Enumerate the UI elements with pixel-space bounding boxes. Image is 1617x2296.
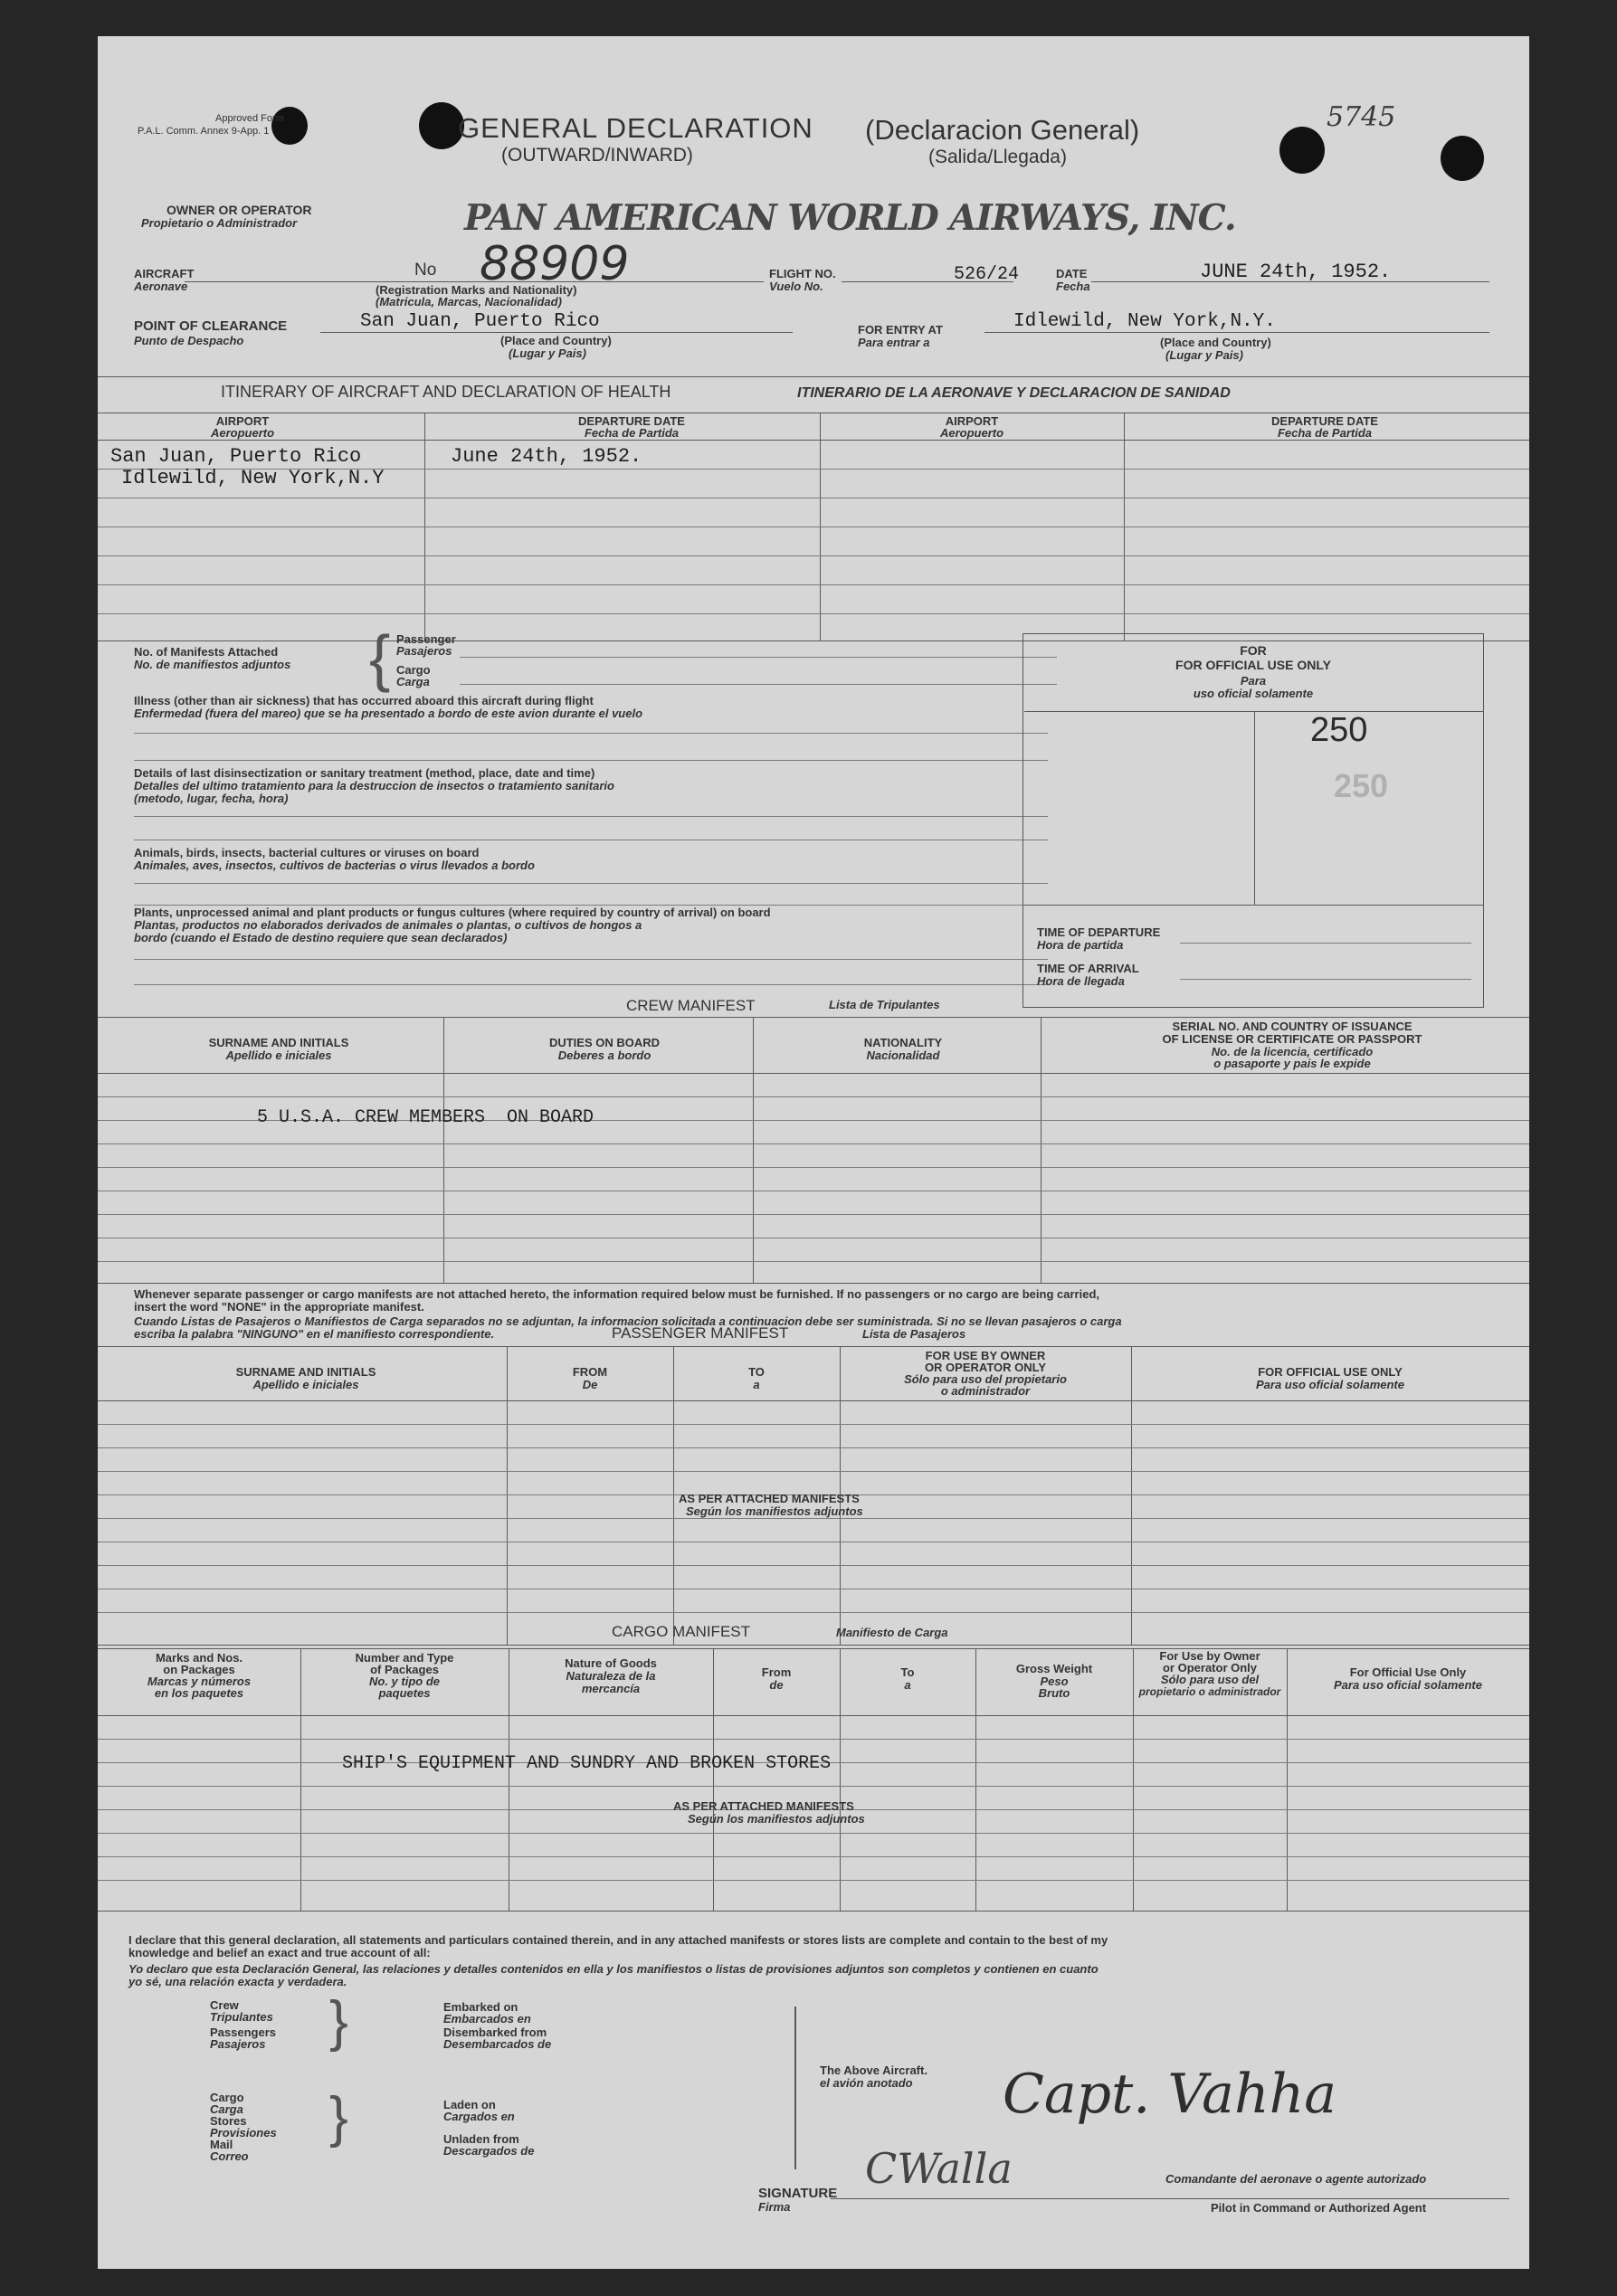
crew-title-es: Lista de Tripulantes xyxy=(829,998,940,1011)
captain-signature: Capt. Vahha xyxy=(1003,2063,1336,2126)
animals-text-es: Animales, aves, insectos, cultivos de bacterias o virus llevados a bordo xyxy=(134,859,535,872)
cargo-col: From xyxy=(761,1665,792,1679)
official-use-title-es: uso oficial solamente xyxy=(1193,687,1314,700)
flight-date: JUNE 24th, 1952. xyxy=(1200,261,1392,283)
initials-signature: CWalla xyxy=(865,2144,1013,2193)
passenger-col-owner: OR OPERATOR ONLY xyxy=(924,1361,1047,1374)
itinerary-title-es: ITINERARIO DE LA AERONAVE Y DECLARACION DE SANIDAD xyxy=(797,385,1231,401)
passenger-col-owner-es: Sólo para uso del propietario xyxy=(904,1372,1067,1386)
passengers-count-label: Passengers xyxy=(210,2026,276,2039)
cargo-count-label-es: Carga xyxy=(210,2102,243,2116)
itinerary-col-departure: DEPARTURE DATE xyxy=(578,414,685,428)
flight-number: 526/24 xyxy=(954,264,1020,285)
brace-glyph: { xyxy=(369,622,391,693)
passenger-col-surname-es: Apellido e iniciales xyxy=(252,1378,359,1391)
itinerary-col-departure: DEPARTURE DATE xyxy=(1271,414,1378,428)
arrival-time-label-es: Hora de llegada xyxy=(1037,974,1125,988)
crew-col-nationality-es: Nacionalidad xyxy=(866,1048,940,1062)
official-use-title-es: Para xyxy=(1240,674,1267,688)
passenger-col-owner-es: o administrador xyxy=(940,1384,1031,1398)
cargo-attached-note: AS PER ATTACHED MANIFESTS xyxy=(673,1799,854,1813)
cargo-attached-note-es: Según los manifiestos adjuntos xyxy=(688,1812,865,1826)
cargo-col-es: Peso xyxy=(1040,1675,1069,1688)
crew-col-nationality: NATIONALITY xyxy=(863,1036,943,1049)
passenger-col-from-es: De xyxy=(582,1378,598,1391)
cargo-col-es: de xyxy=(769,1678,784,1692)
official-use-title: FOR OFFICIAL USE ONLY xyxy=(1175,658,1331,672)
crew-count-label: Crew xyxy=(210,1998,239,2012)
itinerary-col-airport: AIRPORT xyxy=(945,414,999,428)
place-note-es: (Lugar y Pais) xyxy=(509,346,586,360)
stores-count-label: Stores xyxy=(210,2114,247,2128)
form-title-es: (Declaracion General) xyxy=(865,114,1140,146)
crew-col-serial-es: No. de la licencia, certificado xyxy=(1211,1045,1374,1058)
corner-note: 5745 xyxy=(1327,101,1396,133)
cargo-col: on Packages xyxy=(163,1663,235,1676)
aircraft-note-es: el avión anotado xyxy=(820,2076,913,2090)
itinerary-col-airport-es: Aeropuerto xyxy=(939,426,1004,440)
flight-no-label-es: Vuelo No. xyxy=(769,280,823,293)
animals-text: Animals, birds, insects, bacterial cultures or viruses on board xyxy=(134,846,480,859)
declaration-text: I declare that this general declaration, all statements and particulars contained therein, and in any attached manifests or stores lists are complete and contain to the best of my xyxy=(128,1933,1108,1947)
passenger-col-surname: SURNAME AND INITIALS xyxy=(235,1365,376,1379)
unladen-label-es: Descargados de xyxy=(443,2144,535,2158)
official-number: 250 xyxy=(1310,711,1368,749)
departure-time-label-es: Hora de partida xyxy=(1037,938,1124,952)
itinerary-col-departure-es: Fecha de Partida xyxy=(1277,426,1373,440)
cargo-col-es: Marcas y números xyxy=(147,1675,252,1688)
brace-glyph: } xyxy=(329,1990,348,2053)
embarked-label: Embarked on xyxy=(443,2000,518,2014)
cargo-col: For Use by Owner xyxy=(1159,1649,1260,1663)
cargo-col-es: Bruto xyxy=(1038,1686,1070,1700)
entry-note-es: (Lugar y Pais) xyxy=(1165,348,1243,362)
declaration-form xyxy=(98,36,1529,2269)
illness-text-es: Enfermedad (fuera del mareo) que se ha presentado a bordo de este avion durante el vuelo xyxy=(134,707,643,720)
disinsect-text-es: (metodo, lugar, fecha, hora) xyxy=(134,792,289,805)
entry-label: FOR ENTRY AT xyxy=(858,323,943,337)
itinerary-title: ITINERARY OF AIRCRAFT AND DECLARATION OF HEALTH xyxy=(221,383,671,401)
clearance-label: POINT OF CLEARANCE xyxy=(134,318,288,334)
notice-text: insert the word "NONE" in the appropriate manifest. xyxy=(134,1300,424,1314)
cargo-col-es: Naturaleza de la xyxy=(566,1669,656,1683)
disembarked-label: Disembarked from xyxy=(443,2026,547,2039)
passenger-attached-note-es: Según los manifiestos adjuntos xyxy=(686,1504,863,1518)
stores-count-label-es: Provisiones xyxy=(210,2126,277,2139)
flight-no-label: FLIGHT NO. xyxy=(769,267,836,280)
cargo-col-es: propietario o administrador xyxy=(1138,1685,1281,1698)
registration-note: (Registration Marks and Nationality) xyxy=(376,283,577,297)
crew-col-duties-es: Deberes a bordo xyxy=(557,1048,652,1062)
passenger-label-es: Pasajeros xyxy=(396,644,452,658)
cargo-col-es: paquetes xyxy=(378,1686,431,1700)
date-label-es: Fecha xyxy=(1056,280,1090,293)
passenger-col-official-es: Para uso oficial solamente xyxy=(1255,1378,1404,1391)
crew-col-surname: SURNAME AND INITIALS xyxy=(208,1036,349,1049)
passenger-col-owner: FOR USE BY OWNER xyxy=(925,1349,1046,1362)
commander-note-es: Comandante del aeronave o agente autorizado xyxy=(1165,2172,1427,2186)
itinerary-col-departure-es: Fecha de Partida xyxy=(584,426,680,440)
disinsect-text-es: Detalles del ultimo tratamiento para la destruccion de insectos o tratamiento sanitario xyxy=(134,779,614,792)
passenger-title-es: Lista de Pasajeros xyxy=(862,1327,966,1341)
aircraft-note: The Above Aircraft. xyxy=(820,2064,927,2077)
cargo-col: For Official Use Only xyxy=(1349,1665,1467,1679)
plants-text-es: bordo (cuando el Estado de destino requiere que sean declarados) xyxy=(134,931,508,944)
passenger-col-to-es: a xyxy=(753,1378,760,1391)
cargo-col-es: No. y tipo de xyxy=(369,1675,440,1688)
cargo-col: Gross Weight xyxy=(1015,1662,1093,1675)
redaction-mark xyxy=(1279,127,1325,174)
brace-glyph: } xyxy=(329,2086,348,2149)
disembarked-label-es: Desembarcados de xyxy=(443,2037,552,2051)
crew-title: CREW MANIFEST xyxy=(626,997,756,1014)
plants-text: Plants, unprocessed animal and plant products or fungus cultures (where required by country of arrival) on board xyxy=(134,906,771,919)
notice-text: Whenever separate passenger or cargo manifests are not attached hereto, the information required below must be furnished. If no passengers or no cargo are being carried, xyxy=(134,1287,1099,1301)
crew-col-serial: OF LICENSE OR CERTIFICATE OR PASSPORT xyxy=(1162,1032,1422,1046)
official-number-faint: 250 xyxy=(1334,767,1389,804)
disinsect-text: Details of last disinsectization or sanitary treatment (method, place, date and time) xyxy=(134,766,595,780)
entry-label-es: Para entrar a xyxy=(858,336,930,349)
operator-name: PAN AMERICAN WORLD AIRWAYS, INC. xyxy=(464,197,1236,239)
departure-time-label: TIME OF DEPARTURE xyxy=(1037,925,1161,939)
signature-label-es: Firma xyxy=(758,2200,791,2214)
crew-col-surname-es: Apellido e iniciales xyxy=(225,1048,332,1062)
unladen-label: Unladen from xyxy=(443,2132,519,2146)
laden-label-es: Cargados en xyxy=(443,2110,515,2123)
place-note: (Place and Country) xyxy=(500,334,612,347)
form-subtitle: (OUTWARD/INWARD) xyxy=(501,145,693,166)
approval-line: P.A.L. Comm. Annex 9-App. 1 xyxy=(138,126,270,137)
cargo-title-es: Manifiesto de Carga xyxy=(836,1626,948,1639)
redaction-mark xyxy=(1441,136,1484,181)
official-use-title: FOR xyxy=(1240,643,1267,658)
crew-count-label-es: Tripulantes xyxy=(210,2010,273,2024)
cargo-label-es: Carga xyxy=(396,675,430,688)
cargo-title: CARGO MANIFEST xyxy=(612,1623,751,1640)
cargo-col: Nature of Goods xyxy=(565,1656,657,1670)
arrival-time-label: TIME OF ARRIVAL xyxy=(1037,962,1139,975)
cargo-col: Number and Type xyxy=(355,1651,454,1665)
cargo-col-es: mercancía xyxy=(581,1682,641,1695)
itinerary-airport: Idlewild, New York,N.Y xyxy=(121,467,385,489)
declaration-text-es: yo sé, una relación exacta y verdadera. xyxy=(128,1975,347,1988)
approval-line: Approved Form xyxy=(215,113,284,124)
form-subtitle-es: (Salida/Llegada) xyxy=(928,147,1067,167)
date-label: DATE xyxy=(1056,267,1088,280)
laden-label: Laden on xyxy=(443,2098,496,2111)
mail-count-label: Mail xyxy=(210,2138,233,2151)
aircraft-label: AIRCRAFT xyxy=(134,267,195,280)
cargo-col: To xyxy=(900,1665,915,1679)
owner-label: OWNER OR OPERATOR xyxy=(166,203,312,217)
crew-col-duties: DUTIES ON BOARD xyxy=(548,1036,661,1049)
cargo-entry: SHIP'S EQUIPMENT AND SUNDRY AND BROKEN STORES xyxy=(342,1753,832,1774)
declaration-text-es: Yo declaro que esta Declaración General, las relaciones y detalles contenidos en ella y los manifiestos o listas de provisiones adjuntos son completos y contienen en cuanto xyxy=(128,1962,1099,1976)
cargo-col-es: Sólo para uso del xyxy=(1160,1673,1260,1686)
passenger-col-to: TO xyxy=(748,1365,765,1379)
itinerary-col-airport-es: Aeropuerto xyxy=(210,426,275,440)
notice-text-es: escriba la palabra "NINGUNO" en el manifiesto correspondiente. xyxy=(134,1327,495,1341)
passenger-col-official: FOR OFFICIAL USE ONLY xyxy=(1258,1365,1403,1379)
manifests-label: No. of Manifests Attached xyxy=(134,645,279,659)
crew-entry: 5 U.S.A. CREW MEMBERS ON BOARD xyxy=(257,1107,594,1128)
owner-label-es: Propietario o Administrador xyxy=(141,216,298,230)
crew-col-serial: SERIAL NO. AND COUNTRY OF ISSUANCE xyxy=(1172,1020,1412,1033)
entry-place: Idlewild, New York,N.Y. xyxy=(1013,311,1276,332)
cargo-count-label: Cargo xyxy=(210,2091,244,2104)
itinerary-airport: San Juan, Puerto Rico xyxy=(110,445,362,468)
clearance-label-es: Punto de Despacho xyxy=(134,334,244,347)
passenger-label: Passenger xyxy=(396,632,456,646)
cargo-col-es: a xyxy=(904,1678,911,1692)
passenger-title: PASSENGER MANIFEST xyxy=(612,1324,789,1342)
passenger-attached-note: AS PER ATTACHED MANIFESTS xyxy=(679,1492,860,1505)
passengers-count-label-es: Pasajeros xyxy=(210,2037,266,2051)
illness-text: Illness (other than air sickness) that has occurred aboard this aircraft during flight xyxy=(134,694,594,707)
embarked-label-es: Embarcados en xyxy=(443,2012,531,2026)
signature-label: SIGNATURE xyxy=(758,2186,838,2201)
entry-note: (Place and Country) xyxy=(1160,336,1271,349)
itinerary-col-airport: AIRPORT xyxy=(215,414,270,428)
cargo-col-es: en los paquetes xyxy=(154,1686,244,1700)
manifests-label-es: No. de manifiestos adjuntos xyxy=(134,658,291,671)
form-title: GENERAL DECLARATION xyxy=(458,112,813,144)
cargo-col: or Operator Only xyxy=(1162,1661,1258,1675)
notice-text-es: Cuando Listas de Pasajeros o Manifiestos de Carga separados no se adjuntan, la informacion solicitada a continuacion debe ser suministrada. Si no se llevan pasajeros o carga xyxy=(134,1314,1122,1328)
itinerary-date: June 24th, 1952. xyxy=(451,445,642,468)
aircraft-no-label: No xyxy=(414,261,437,280)
aircraft-number: 88909 xyxy=(480,237,630,291)
clearance-place: San Juan, Puerto Rico xyxy=(360,311,600,332)
cargo-col: of Packages xyxy=(370,1663,439,1676)
cargo-label: Cargo xyxy=(396,663,431,677)
commander-note: Pilot in Command or Authorized Agent xyxy=(1211,2201,1427,2215)
plants-text-es: Plantas, productos no elaborados derivados de animales o plantas, o cultivos de hongos a xyxy=(134,918,642,932)
cargo-col: Marks and Nos. xyxy=(155,1651,243,1665)
passenger-col-from: FROM xyxy=(572,1365,608,1379)
aircraft-label-es: Aeronave xyxy=(134,280,188,293)
crew-col-serial-es: o pasaporte y pais le expide xyxy=(1213,1057,1371,1070)
cargo-col-es: Para uso oficial solamente xyxy=(1333,1678,1482,1692)
mail-count-label-es: Correo xyxy=(210,2149,249,2163)
registration-note-es: (Matricula, Marcas, Nacionalidad) xyxy=(376,295,562,308)
declaration-text: knowledge and belief an exact and true account of all: xyxy=(128,1946,431,1959)
